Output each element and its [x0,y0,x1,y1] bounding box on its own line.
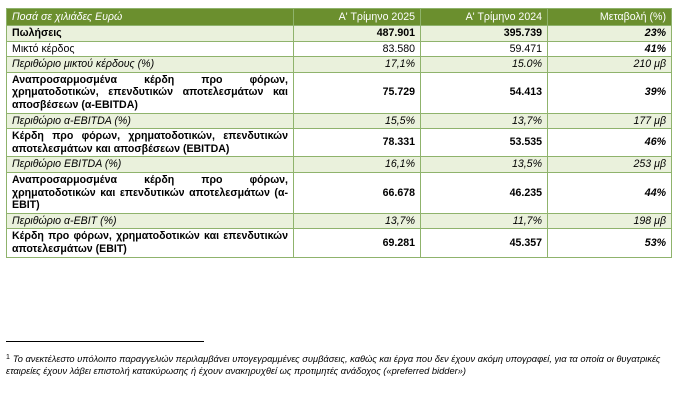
row-label: Περιθώριο α-EBIT (%) [7,213,294,229]
row-label: Πωλήσεις [7,26,294,42]
value-change: 39% [548,72,672,113]
value-change: 210 μβ [548,57,672,73]
value-q1-2024: 13,7% [421,113,548,129]
value-q1-2025: 17,1% [294,57,421,73]
value-q1-2024: 54.413 [421,72,548,113]
table-row [7,129,672,157]
value-q1-2025: 15,5% [294,113,421,129]
value-change: 53% [548,229,672,257]
value-q1-2025: 66.678 [294,172,421,213]
value-q1-2024: 59.471 [421,41,548,57]
table-row [7,213,672,229]
value-q1-2024: 15.0% [421,57,548,73]
table-row [7,26,672,42]
row-label: Αναπροσαρμοσμένα κέρδη προ φόρων, χρηματοδοτικών, επενδυτικών αποτελεσμάτων και αποσβέσεων (α-EBITDA) [7,72,294,113]
row-label: Περιθώριο α-EBITDA (%) [7,113,294,129]
row-label: Κέρδη προ φόρων, χρηματοδοτικών, επενδυτικών αποτελεσμάτων και αποσβέσεων (EBITDA) [7,129,294,157]
value-q1-2025: 13,7% [294,213,421,229]
value-q1-2024: 46.235 [421,172,548,213]
value-q1-2024: 11,7% [421,213,548,229]
value-q1-2025: 69.281 [294,229,421,257]
header-q1-2024: Α' Τρίμηνο 2024 [421,9,548,26]
row-label: Κέρδη προ φόρων, χρηματοδοτικών και επενδυτικών αποτελεσμάτων (EBIT) [7,229,294,257]
value-change: 177 μβ [548,113,672,129]
header-q1-2025: Α' Τρίμηνο 2025 [294,9,421,26]
value-change: 253 μβ [548,157,672,173]
value-q1-2024: 53.535 [421,129,548,157]
financial-results-table [6,8,672,258]
value-q1-2024: 45.357 [421,229,548,257]
value-change: 198 μβ [548,213,672,229]
value-q1-2025: 75.729 [294,72,421,113]
table-row [7,172,672,213]
table-row [7,157,672,173]
table-row [7,229,672,257]
footnote [6,352,672,377]
value-q1-2024: 395.739 [421,26,548,42]
value-q1-2025: 78.331 [294,129,421,157]
row-label: Αναπροσαρμοσμένα κέρδη προ φόρων, χρηματοδοτικών και επενδυτικών αποτελεσμάτων (α-EBIT) [7,172,294,213]
value-q1-2025: 487.901 [294,26,421,42]
footnote-marker: 1 [6,354,10,361]
value-q1-2025: 83.580 [294,41,421,57]
row-label: Μικτό κέρδος [7,41,294,57]
table-row [7,41,672,57]
header-amounts: Ποσά σε χιλιάδες Ευρώ [7,9,294,26]
header-change: Μεταβολή (%) [548,9,672,26]
footnote-separator [6,341,204,342]
row-label: Περιθώριο EBITDA (%) [7,157,294,173]
value-q1-2024: 13,5% [421,157,548,173]
value-change: 23% [548,26,672,42]
value-change: 41% [548,41,672,57]
table-row [7,57,672,73]
value-change: 46% [548,129,672,157]
table-row [7,72,672,113]
value-change: 44% [548,172,672,213]
footnote-text: Το ανεκτέλεστο υπόλοιπο παραγγελιών περιλαμβάνει υπογεγραμμένες συμβάσεις, καθώς και έργα που δεν έχουν ακόμη υπογραφεί, για τα οποία οι θυγατρικές εταιρείες έχουν λάβει επιστολή κατακύρωσης ή έχουν ανακηρυχθεί ως προτιμητές ανάδοχος («preferred bidder») [6,354,661,377]
table-row [7,113,672,129]
row-label: Περιθώριο μικτού κέρδους (%) [7,57,294,73]
value-q1-2025: 16,1% [294,157,421,173]
table-header-row [7,9,672,26]
